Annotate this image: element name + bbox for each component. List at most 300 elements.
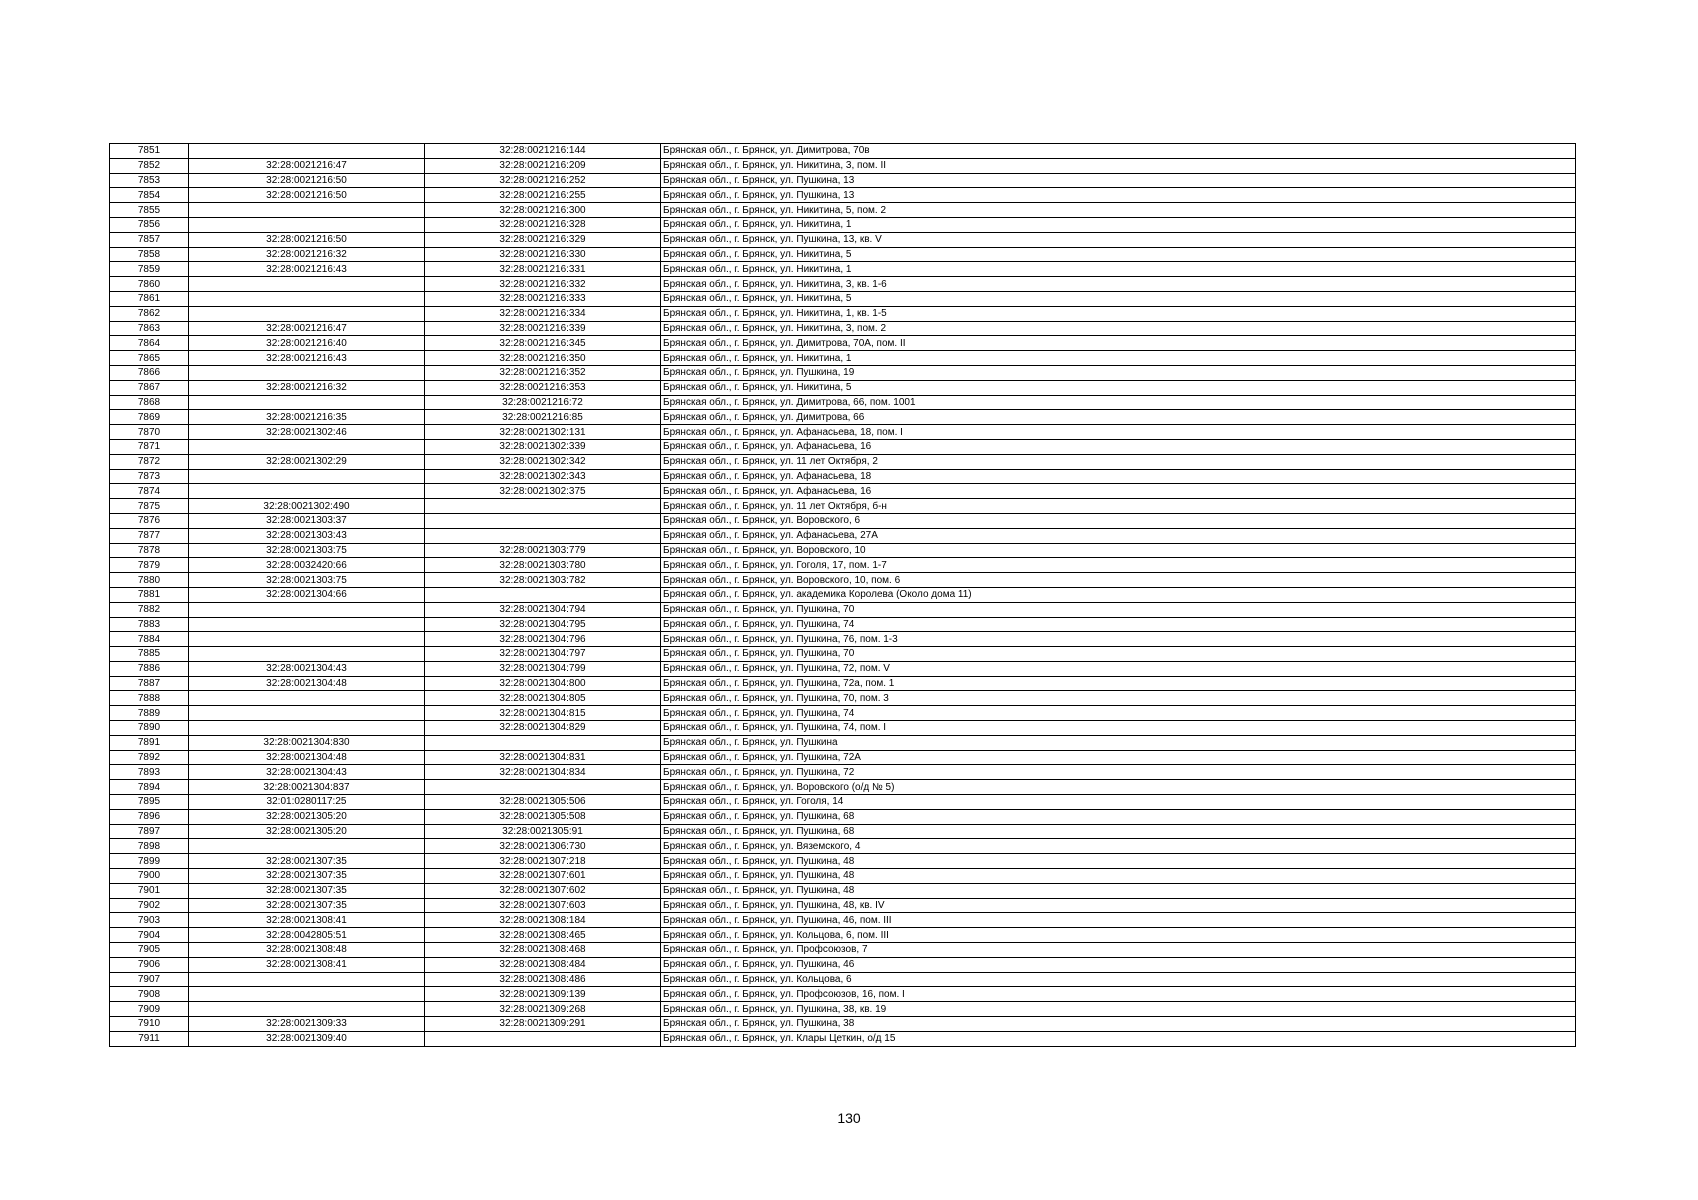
address-cell: Брянская обл., г. Брянск, ул. Пушкина, 13 [661, 188, 1576, 203]
building-cadastral-number-cell: 32:28:0021307:35 [189, 854, 425, 869]
cadastral-number-cell: 32:28:0021308:465 [425, 928, 661, 943]
row-number-cell: 7907 [110, 972, 189, 987]
cadastral-number-cell: 32:28:0021303:779 [425, 543, 661, 558]
table-row [110, 883, 1576, 898]
building-cadastral-number-cell: 32:28:0021216:50 [189, 232, 425, 247]
row-number-cell: 7891 [110, 735, 189, 750]
address-cell: Брянская обл., г. Брянск, ул. Пушкина, 46 [661, 957, 1576, 972]
row-number-cell: 7860 [110, 277, 189, 292]
table-row [110, 232, 1576, 247]
cadastral-number-cell: 32:28:0021304:834 [425, 765, 661, 780]
table-row [110, 647, 1576, 662]
table-row [110, 1002, 1576, 1017]
table-row [110, 484, 1576, 499]
address-cell: Брянская обл., г. Брянск, ул. Никитина, 5 [661, 247, 1576, 262]
building-cadastral-number-cell: 32:28:0021304:48 [189, 676, 425, 691]
cadastral-number-cell: 32:28:0021304:799 [425, 661, 661, 676]
row-number-cell: 7881 [110, 587, 189, 602]
registry-table-body [110, 144, 1576, 1047]
table-row [110, 1031, 1576, 1046]
building-cadastral-number-cell [189, 365, 425, 380]
cadastral-number-cell: 32:28:0021309:291 [425, 1017, 661, 1032]
cadastral-number-cell: 32:28:0021304:829 [425, 721, 661, 736]
building-cadastral-number-cell [189, 617, 425, 632]
building-cadastral-number-cell [189, 277, 425, 292]
cadastral-number-cell: 32:28:0021216:72 [425, 395, 661, 410]
cadastral-number-cell [425, 528, 661, 543]
cadastral-number-cell: 32:28:0021216:300 [425, 203, 661, 218]
address-cell: Брянская обл., г. Брянск, ул. Никитина, 3, кв. 1-6 [661, 277, 1576, 292]
address-cell: Брянская обл., г. Брянск, ул. Воровского, 10 [661, 543, 1576, 558]
table-row [110, 957, 1576, 972]
row-number-cell: 7908 [110, 987, 189, 1002]
building-cadastral-number-cell: 32:28:0032420:66 [189, 558, 425, 573]
table-row [110, 750, 1576, 765]
building-cadastral-number-cell [189, 291, 425, 306]
row-number-cell: 7893 [110, 765, 189, 780]
row-number-cell: 7892 [110, 750, 189, 765]
address-cell: Брянская обл., г. Брянск, ул. Профсоюзов, 7 [661, 943, 1576, 958]
table-row [110, 454, 1576, 469]
row-number-cell: 7870 [110, 425, 189, 440]
table-row [110, 854, 1576, 869]
table-row [110, 721, 1576, 736]
address-cell: Брянская обл., г. Брянск, ул. Афанасьева, 27А [661, 528, 1576, 543]
cadastral-number-cell: 32:28:0021304:795 [425, 617, 661, 632]
building-cadastral-number-cell: 32:28:0021304:48 [189, 750, 425, 765]
row-number-cell: 7904 [110, 928, 189, 943]
address-cell: Брянская обл., г. Брянск, ул. Никитина, 5 [661, 291, 1576, 306]
cadastral-number-cell: 32:28:0021308:184 [425, 913, 661, 928]
cadastral-number-cell: 32:28:0021307:218 [425, 854, 661, 869]
building-cadastral-number-cell [189, 144, 425, 159]
address-cell: Брянская обл., г. Брянск, ул. 11 лет Октября, б-н [661, 499, 1576, 514]
cadastral-number-cell [425, 735, 661, 750]
building-cadastral-number-cell: 32:28:0021305:20 [189, 809, 425, 824]
table-row [110, 972, 1576, 987]
registry-table [109, 143, 1576, 1047]
table-row [110, 439, 1576, 454]
building-cadastral-number-cell [189, 217, 425, 232]
cadastral-number-cell: 32:28:0021307:602 [425, 883, 661, 898]
address-cell: Брянская обл., г. Брянск, ул. Пушкина, 72 [661, 765, 1576, 780]
cadastral-number-cell: 32:28:0021216:331 [425, 262, 661, 277]
table-row [110, 558, 1576, 573]
cadastral-number-cell: 32:28:0021308:468 [425, 943, 661, 958]
row-number-cell: 7894 [110, 780, 189, 795]
row-number-cell: 7851 [110, 144, 189, 159]
building-cadastral-number-cell [189, 1002, 425, 1017]
table-row [110, 528, 1576, 543]
row-number-cell: 7901 [110, 883, 189, 898]
address-cell: Брянская обл., г. Брянск, ул. 11 лет Октября, 2 [661, 454, 1576, 469]
cadastral-number-cell: 32:28:0021304:831 [425, 750, 661, 765]
address-cell: Брянская обл., г. Брянск, ул. Пушкина, 13, кв. V [661, 232, 1576, 247]
row-number-cell: 7862 [110, 306, 189, 321]
cadastral-number-cell: 32:28:0021216:352 [425, 365, 661, 380]
building-cadastral-number-cell: 32:01:0280117:25 [189, 795, 425, 810]
cadastral-number-cell: 32:28:0021305:91 [425, 824, 661, 839]
address-cell: Брянская обл., г. Брянск, ул. Пушкина [661, 735, 1576, 750]
table-row [110, 543, 1576, 558]
building-cadastral-number-cell [189, 706, 425, 721]
cadastral-number-cell: 32:28:0021302:343 [425, 469, 661, 484]
table-row [110, 987, 1576, 1002]
building-cadastral-number-cell: 32:28:0021307:35 [189, 869, 425, 884]
address-cell: Брянская обл., г. Брянск, ул. Афанасьева, 18 [661, 469, 1576, 484]
building-cadastral-number-cell: 32:28:0021305:20 [189, 824, 425, 839]
row-number-cell: 7853 [110, 173, 189, 188]
table-row [110, 780, 1576, 795]
table-row [110, 291, 1576, 306]
building-cadastral-number-cell: 32:28:0021216:47 [189, 321, 425, 336]
address-cell: Брянская обл., г. Брянск, ул. Пушкина, 70 [661, 647, 1576, 662]
cadastral-number-cell [425, 587, 661, 602]
row-number-cell: 7900 [110, 869, 189, 884]
row-number-cell: 7902 [110, 898, 189, 913]
address-cell: Брянская обл., г. Брянск, ул. Димитрова, 66, пом. 1001 [661, 395, 1576, 410]
table-row [110, 632, 1576, 647]
cadastral-number-cell: 32:28:0021216:328 [425, 217, 661, 232]
row-number-cell: 7906 [110, 957, 189, 972]
building-cadastral-number-cell: 32:28:0021216:32 [189, 247, 425, 262]
table-row [110, 469, 1576, 484]
table-row [110, 380, 1576, 395]
table-row [110, 869, 1576, 884]
cadastral-number-cell: 32:28:0021302:375 [425, 484, 661, 499]
address-cell: Брянская обл., г. Брянск, ул. Пушкина, 48 [661, 854, 1576, 869]
cadastral-number-cell: 32:28:0021307:603 [425, 898, 661, 913]
address-cell: Брянская обл., г. Брянск, ул. Пушкина, 38, кв. 19 [661, 1002, 1576, 1017]
table-row [110, 913, 1576, 928]
row-number-cell: 7871 [110, 439, 189, 454]
building-cadastral-number-cell [189, 306, 425, 321]
row-number-cell: 7879 [110, 558, 189, 573]
cadastral-number-cell: 32:28:0021216:350 [425, 351, 661, 366]
building-cadastral-number-cell: 32:28:0021304:43 [189, 661, 425, 676]
row-number-cell: 7887 [110, 676, 189, 691]
table-row [110, 203, 1576, 218]
row-number-cell: 7890 [110, 721, 189, 736]
address-cell: Брянская обл., г. Брянск, ул. Пушкина, 74, пом. I [661, 721, 1576, 736]
row-number-cell: 7874 [110, 484, 189, 499]
building-cadastral-number-cell: 32:28:0021302:46 [189, 425, 425, 440]
address-cell: Брянская обл., г. Брянск, ул. Никитина, 5 [661, 380, 1576, 395]
table-row [110, 173, 1576, 188]
building-cadastral-number-cell: 32:28:0021308:41 [189, 957, 425, 972]
address-cell: Брянская обл., г. Брянск, ул. Пушкина, 19 [661, 365, 1576, 380]
row-number-cell: 7883 [110, 617, 189, 632]
table-row [110, 839, 1576, 854]
cadastral-number-cell: 32:28:0021305:508 [425, 809, 661, 824]
address-cell: Брянская обл., г. Брянск, ул. Воровского, 6 [661, 513, 1576, 528]
table-row [110, 395, 1576, 410]
table-row [110, 795, 1576, 810]
building-cadastral-number-cell: 32:28:0021216:43 [189, 351, 425, 366]
building-cadastral-number-cell: 32:28:0021308:41 [189, 913, 425, 928]
row-number-cell: 7897 [110, 824, 189, 839]
row-number-cell: 7875 [110, 499, 189, 514]
building-cadastral-number-cell: 32:28:0021304:43 [189, 765, 425, 780]
cadastral-number-cell [425, 1031, 661, 1046]
table-row [110, 1017, 1576, 1032]
page-number: 130 [837, 1110, 861, 1126]
table-row [110, 306, 1576, 321]
table-row [110, 217, 1576, 232]
row-number-cell: 7899 [110, 854, 189, 869]
table-row [110, 247, 1576, 262]
address-cell: Брянская обл., г. Брянск, ул. Пушкина, 48 [661, 869, 1576, 884]
building-cadastral-number-cell [189, 602, 425, 617]
table-row [110, 499, 1576, 514]
row-number-cell: 7869 [110, 410, 189, 425]
row-number-cell: 7880 [110, 573, 189, 588]
building-cadastral-number-cell: 32:28:0021216:50 [189, 173, 425, 188]
row-number-cell: 7888 [110, 691, 189, 706]
row-number-cell: 7866 [110, 365, 189, 380]
address-cell: Брянская обл., г. Брянск, ул. Никитина, 1 [661, 262, 1576, 277]
cadastral-number-cell: 32:28:0021305:506 [425, 795, 661, 810]
address-cell: Брянская обл., г. Брянск, ул. Пушкина, 70 [661, 602, 1576, 617]
cadastral-number-cell: 32:28:0021309:139 [425, 987, 661, 1002]
building-cadastral-number-cell: 32:28:0021309:40 [189, 1031, 425, 1046]
cadastral-number-cell [425, 513, 661, 528]
address-cell: Брянская обл., г. Брянск, ул. Димитрова, 70в [661, 144, 1576, 159]
building-cadastral-number-cell: 32:28:0021309:33 [189, 1017, 425, 1032]
table-row [110, 691, 1576, 706]
cadastral-number-cell: 32:28:0021216:209 [425, 158, 661, 173]
building-cadastral-number-cell: 32:28:0021216:32 [189, 380, 425, 395]
address-cell: Брянская обл., г. Брянск, ул. Димитрова, 70А, пом. II [661, 336, 1576, 351]
row-number-cell: 7852 [110, 158, 189, 173]
address-cell: Брянская обл., г. Брянск, ул. Афанасьева, 18, пом. I [661, 425, 1576, 440]
address-cell: Брянская обл., г. Брянск, ул. Пушкина, 72, пом. V [661, 661, 1576, 676]
address-cell: Брянская обл., г. Брянск, ул. Воровского, 10, пом. 6 [661, 573, 1576, 588]
address-cell: Брянская обл., г. Брянск, ул. Никитина, 1, кв. 1-5 [661, 306, 1576, 321]
cadastral-number-cell: 32:28:0021302:339 [425, 439, 661, 454]
address-cell: Брянская обл., г. Брянск, ул. Афанасьева, 16 [661, 439, 1576, 454]
building-cadastral-number-cell: 32:28:0021304:66 [189, 587, 425, 602]
address-cell: Брянская обл., г. Брянск, ул. Пушкина, 46, пом. III [661, 913, 1576, 928]
address-cell: Брянская обл., г. Брянск, ул. Никитина, 5, пом. 2 [661, 203, 1576, 218]
building-cadastral-number-cell: 32:28:0021303:43 [189, 528, 425, 543]
cadastral-number-cell: 32:28:0021304:796 [425, 632, 661, 647]
cadastral-number-cell: 32:28:0021216:345 [425, 336, 661, 351]
row-number-cell: 7877 [110, 528, 189, 543]
building-cadastral-number-cell [189, 469, 425, 484]
address-cell: Брянская обл., г. Брянск, ул. академика Королева (Около дома 11) [661, 587, 1576, 602]
address-cell: Брянская обл., г. Брянск, ул. Пушкина, 68 [661, 809, 1576, 824]
building-cadastral-number-cell: 32:28:0021216:43 [189, 262, 425, 277]
table-row [110, 602, 1576, 617]
table-row [110, 144, 1576, 159]
row-number-cell: 7876 [110, 513, 189, 528]
building-cadastral-number-cell [189, 439, 425, 454]
cadastral-number-cell: 32:28:0021302:342 [425, 454, 661, 469]
table-row [110, 351, 1576, 366]
address-cell: Брянская обл., г. Брянск, ул. Кольцова, 6, пом. III [661, 928, 1576, 943]
building-cadastral-number-cell [189, 972, 425, 987]
cadastral-number-cell: 32:28:0021216:330 [425, 247, 661, 262]
row-number-cell: 7903 [110, 913, 189, 928]
cadastral-number-cell: 32:28:0021216:255 [425, 188, 661, 203]
building-cadastral-number-cell [189, 632, 425, 647]
address-cell: Брянская обл., г. Брянск, ул. Никитина, 1 [661, 351, 1576, 366]
cadastral-number-cell: 32:28:0021304:797 [425, 647, 661, 662]
cadastral-number-cell: 32:28:0021303:782 [425, 573, 661, 588]
row-number-cell: 7911 [110, 1031, 189, 1046]
row-number-cell: 7861 [110, 291, 189, 306]
table-row [110, 573, 1576, 588]
address-cell: Брянская обл., г. Брянск, ул. Гоголя, 14 [661, 795, 1576, 810]
address-cell: Брянская обл., г. Брянск, ул. Пушкина, 13 [661, 173, 1576, 188]
row-number-cell: 7864 [110, 336, 189, 351]
table-row [110, 425, 1576, 440]
building-cadastral-number-cell [189, 484, 425, 499]
address-cell: Брянская обл., г. Брянск, ул. Вяземского, 4 [661, 839, 1576, 854]
cadastral-number-cell: 32:28:0021308:486 [425, 972, 661, 987]
address-cell: Брянская обл., г. Брянск, ул. Пушкина, 74 [661, 706, 1576, 721]
address-cell: Брянская обл., г. Брянск, ул. Пушкина, 72А [661, 750, 1576, 765]
cadastral-number-cell: 32:28:0021304:800 [425, 676, 661, 691]
cadastral-number-cell: 32:28:0021306:730 [425, 839, 661, 854]
table-row [110, 365, 1576, 380]
row-number-cell: 7854 [110, 188, 189, 203]
table-row [110, 824, 1576, 839]
table-row [110, 336, 1576, 351]
cadastral-number-cell: 32:28:0021216:144 [425, 144, 661, 159]
building-cadastral-number-cell [189, 839, 425, 854]
row-number-cell: 7873 [110, 469, 189, 484]
building-cadastral-number-cell: 32:28:0021308:48 [189, 943, 425, 958]
cadastral-number-cell [425, 499, 661, 514]
row-number-cell: 7855 [110, 203, 189, 218]
cadastral-number-cell: 32:28:0021216:353 [425, 380, 661, 395]
address-cell: Брянская обл., г. Брянск, ул. Гоголя, 17, пом. 1-7 [661, 558, 1576, 573]
cadastral-number-cell: 32:28:0021216:334 [425, 306, 661, 321]
address-cell: Брянская обл., г. Брянск, ул. Никитина, 3, пом. 2 [661, 321, 1576, 336]
building-cadastral-number-cell: 32:28:0021216:35 [189, 410, 425, 425]
building-cadastral-number-cell [189, 691, 425, 706]
row-number-cell: 7905 [110, 943, 189, 958]
cadastral-number-cell: 32:28:0021216:85 [425, 410, 661, 425]
building-cadastral-number-cell: 32:28:0021307:35 [189, 883, 425, 898]
row-number-cell: 7863 [110, 321, 189, 336]
table-row [110, 513, 1576, 528]
building-cadastral-number-cell: 32:28:0042805:51 [189, 928, 425, 943]
row-number-cell: 7867 [110, 380, 189, 395]
row-number-cell: 7896 [110, 809, 189, 824]
row-number-cell: 7865 [110, 351, 189, 366]
address-cell: Брянская обл., г. Брянск, ул. Пушкина, 68 [661, 824, 1576, 839]
building-cadastral-number-cell: 32:28:0021304:837 [189, 780, 425, 795]
building-cadastral-number-cell: 32:28:0021216:40 [189, 336, 425, 351]
row-number-cell: 7858 [110, 247, 189, 262]
building-cadastral-number-cell: 32:28:0021303:37 [189, 513, 425, 528]
row-number-cell: 7909 [110, 1002, 189, 1017]
address-cell: Брянская обл., г. Брянск, ул. Никитина, 3, пом. II [661, 158, 1576, 173]
address-cell: Брянская обл., г. Брянск, ул. Воровского (о/д № 5) [661, 780, 1576, 795]
table-row [110, 676, 1576, 691]
address-cell: Брянская обл., г. Брянск, ул. Кольцова, 6 [661, 972, 1576, 987]
address-cell: Брянская обл., г. Брянск, ул. Никитина, 1 [661, 217, 1576, 232]
table-row [110, 410, 1576, 425]
table-row [110, 277, 1576, 292]
cadastral-number-cell: 32:28:0021216:329 [425, 232, 661, 247]
row-number-cell: 7895 [110, 795, 189, 810]
row-number-cell: 7859 [110, 262, 189, 277]
table-row [110, 706, 1576, 721]
building-cadastral-number-cell [189, 203, 425, 218]
table-row [110, 735, 1576, 750]
table-row [110, 158, 1576, 173]
row-number-cell: 7886 [110, 661, 189, 676]
cadastral-number-cell: 32:28:0021304:805 [425, 691, 661, 706]
address-cell: Брянская обл., г. Брянск, ул. Клары Цеткин, о/д 15 [661, 1031, 1576, 1046]
table-row [110, 188, 1576, 203]
table-row [110, 809, 1576, 824]
building-cadastral-number-cell: 32:28:0021302:29 [189, 454, 425, 469]
table-row [110, 898, 1576, 913]
cadastral-number-cell: 32:28:0021304:794 [425, 602, 661, 617]
building-cadastral-number-cell: 32:28:0021216:50 [189, 188, 425, 203]
cadastral-number-cell: 32:28:0021216:252 [425, 173, 661, 188]
cadastral-number-cell: 32:28:0021216:333 [425, 291, 661, 306]
table-row [110, 262, 1576, 277]
address-cell: Брянская обл., г. Брянск, ул. Пушкина, 70, пом. 3 [661, 691, 1576, 706]
table-row [110, 617, 1576, 632]
row-number-cell: 7856 [110, 217, 189, 232]
row-number-cell: 7898 [110, 839, 189, 854]
address-cell: Брянская обл., г. Брянск, ул. Профсоюзов, 16, пом. I [661, 987, 1576, 1002]
building-cadastral-number-cell [189, 647, 425, 662]
table-row [110, 943, 1576, 958]
cadastral-number-cell: 32:28:0021303:780 [425, 558, 661, 573]
cadastral-number-cell: 32:28:0021216:332 [425, 277, 661, 292]
building-cadastral-number-cell: 32:28:0021303:75 [189, 543, 425, 558]
row-number-cell: 7857 [110, 232, 189, 247]
building-cadastral-number-cell [189, 987, 425, 1002]
building-cadastral-number-cell: 32:28:0021307:35 [189, 898, 425, 913]
table-row [110, 765, 1576, 780]
cadastral-number-cell: 32:28:0021308:484 [425, 957, 661, 972]
cadastral-number-cell: 32:28:0021216:339 [425, 321, 661, 336]
cadastral-number-cell: 32:28:0021302:131 [425, 425, 661, 440]
building-cadastral-number-cell: 32:28:0021302:490 [189, 499, 425, 514]
address-cell: Брянская обл., г. Брянск, ул. Пушкина, 48, кв. IV [661, 898, 1576, 913]
building-cadastral-number-cell: 32:28:0021304:830 [189, 735, 425, 750]
cadastral-number-cell [425, 780, 661, 795]
building-cadastral-number-cell: 32:28:0021216:47 [189, 158, 425, 173]
building-cadastral-number-cell: 32:28:0021303:75 [189, 573, 425, 588]
row-number-cell: 7889 [110, 706, 189, 721]
building-cadastral-number-cell [189, 395, 425, 410]
address-cell: Брянская обл., г. Брянск, ул. Пушкина, 76, пом. 1-3 [661, 632, 1576, 647]
cadastral-number-cell: 32:28:0021307:601 [425, 869, 661, 884]
table-row [110, 661, 1576, 676]
building-cadastral-number-cell [189, 721, 425, 736]
cadastral-number-cell: 32:28:0021309:268 [425, 1002, 661, 1017]
row-number-cell: 7872 [110, 454, 189, 469]
table-row [110, 321, 1576, 336]
address-cell: Брянская обл., г. Брянск, ул. Пушкина, 74 [661, 617, 1576, 632]
table-row [110, 587, 1576, 602]
cadastral-number-cell: 32:28:0021304:815 [425, 706, 661, 721]
row-number-cell: 7885 [110, 647, 189, 662]
row-number-cell: 7882 [110, 602, 189, 617]
address-cell: Брянская обл., г. Брянск, ул. Пушкина, 48 [661, 883, 1576, 898]
row-number-cell: 7884 [110, 632, 189, 647]
